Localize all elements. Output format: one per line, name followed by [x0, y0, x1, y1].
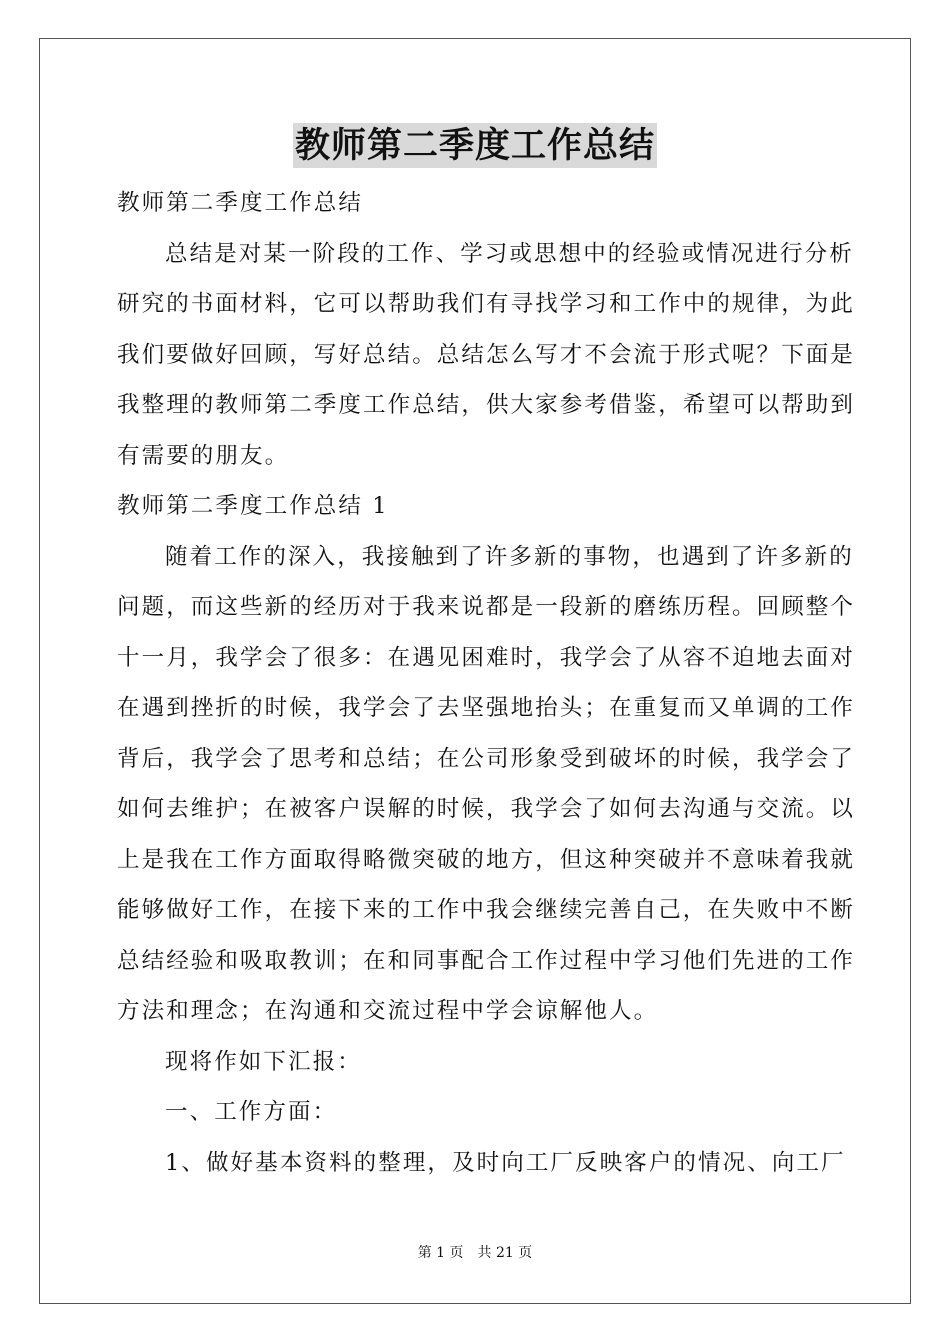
paragraph-line: 有需要的朋友。	[117, 442, 290, 469]
paragraph-line: 如何去维护；在被客户误解的时候，我学会了如何去沟通与交流。以	[117, 796, 856, 822]
paragraph-line: 问题，而这些新的经历对于我来说都是一段新的磨练历程。回顾整个	[117, 594, 856, 620]
paragraph-line: 方法和理念；在沟通和交流过程中学会谅解他人。	[117, 998, 659, 1024]
section-heading: 教师第二季度工作总结 1	[117, 493, 389, 519]
paragraph-line: 背后，我学会了思考和总结；在公司形象受到破坏的时候，我学会了	[117, 745, 856, 772]
document-title: 教师第二季度工作总结	[294, 125, 655, 166]
paragraph-line: 研究的书面材料，它可以帮助我们有寻找学习和工作中的规律，为此	[117, 291, 856, 317]
paragraph-line: 十一月，我学会了很多：在遇见困难时，我学会了从容不迫地去面对	[117, 644, 856, 671]
subtitle-line: 教师第二季度工作总结	[117, 190, 364, 216]
page-footer: 第 1 页 共 21 页	[417, 1245, 533, 1261]
paragraph-line: 能够做好工作，在接下来的工作中我会继续完善自己，在失败中不断	[117, 897, 856, 923]
paragraph-line: 现将作如下汇报：	[165, 1048, 362, 1075]
paragraph-line: 上是我在工作方面取得略微突破的地方，但这种突破并不意味着我就	[117, 846, 856, 873]
title-wrap	[0, 123, 950, 168]
paragraph-line: 随着工作的深入，我接触到了许多新的事物，也遇到了许多新的	[165, 543, 854, 570]
paragraph-line: 总结是对某一阶段的工作、学习或思想中的经验或情况进行分析	[165, 240, 854, 267]
paragraph-line: 在遇到挫折的时候，我学会了去坚强地抬头；在重复而又单调的工作	[117, 695, 856, 721]
paragraph-line: 我整理的教师第二季度工作总结，供大家参考借鉴，希望可以帮助到	[117, 392, 856, 418]
paragraph-line: 一、工作方面：	[165, 1099, 338, 1125]
paragraph-line: 我们要做好回顾，写好总结。总结怎么写才不会流于形式呢？下面是	[117, 341, 856, 368]
document-body	[117, 178, 856, 1188]
paragraph-line: 1、做好基本资料的整理，及时向工厂反映客户的情况、向工厂	[165, 1149, 846, 1176]
paragraph-line: 总结经验和吸取教训；在和同事配合工作过程中学习他们先进的工作	[117, 947, 856, 974]
